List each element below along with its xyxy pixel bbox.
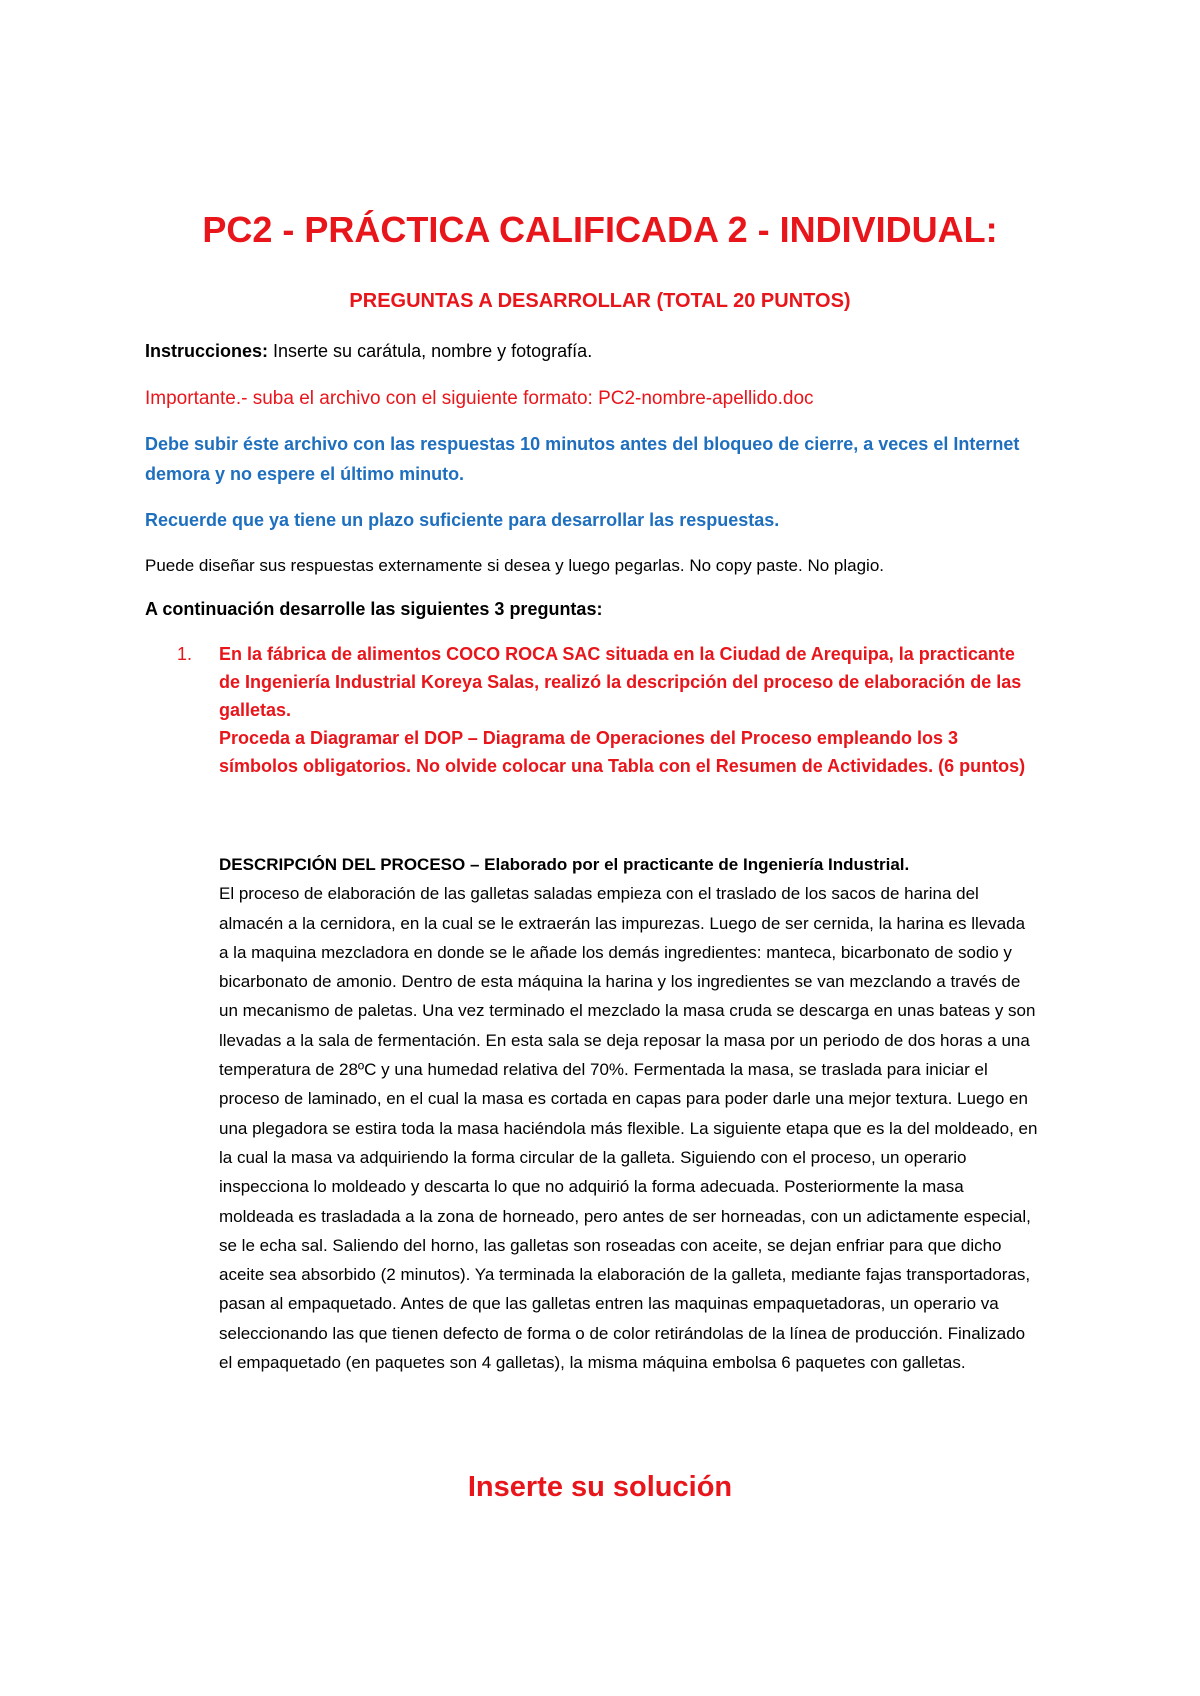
page-subtitle: PREGUNTAS A DESARROLLAR (TOTAL 20 PUNTOS): [349, 290, 851, 312]
process-description: [219, 850, 1039, 1377]
question-item: [177, 640, 1037, 780]
important-notice: Importante.- suba el archivo con el siguiente formato: PC2-nombre-apellido.doc: [145, 388, 814, 409]
instructions-line: [145, 336, 1045, 366]
design-note: Puede diseñar sus respuestas externamente si desea y luego pegarlas. No copy paste. No plagio.: [145, 556, 885, 575]
question-body: [219, 640, 1037, 780]
solution-prompt: Inserte su solución: [467, 1471, 733, 1503]
upload-notice: Debe subir éste archivo con las respuestas 10 minutos antes del bloqueo de cierre, a veces el Internet demora y no espere el último minuto.: [145, 434, 1020, 484]
page-title: PC2 - PRÁCTICA CALIFICADA 2 - INDIVIDUAL:: [202, 209, 998, 250]
questions-intro: A continuación desarrolle las siguientes 3 preguntas:: [145, 599, 603, 619]
question-statement: En la fábrica de alimentos COCO ROCA SAC situada en la Ciudad de Arequipa, la practicante de Ingeniería Industrial Koreya Salas, realizó la descripción del proceso de elaboración de las galletas.: [219, 644, 1022, 720]
process-description-text: El proceso de elaboración de las galletas saladas empieza con el traslado de los sacos de harina del almacén a la cernidora, en la cual se le extraerán las impurezas. Luego de ser cernida, la harina es llevada a la maquina mezcladora en donde se le añade los demás ingredientes: manteca, bicarbonato de sodio y bicarbonato de amonio. Dentro de esta máquina la harina y los ingredientes se van mezclando a través de un mecanismo de paletas. Una vez terminado el mezclado la masa cruda se descarga en unas bateas y son llevadas a la sala de fermentación. En esta sala se deja reposar la masa por un periodo de dos horas a una temperatura de 28ºC y una humedad relativa del 70%. Fermentada la masa, se traslada para iniciar el proceso de laminado, en el cual la masa es cortada en capas para poder darle una mejor textura. Luego en una plegadora se estira toda la masa haciéndola más flexible. La siguiente etapa que es la del moldeado, en la cual la masa va adquiriendo la forma circular de la galleta. Siguiendo con el proceso, un operario inspecciona lo moldeado y descarta lo que no adquirió la forma adecuada. Posteriormente la masa moldeada es trasladada a la zona de horneado, pero antes de ser horneadas, con un adictamente especial, se le echa sal. Saliendo del horno, las galletas son roseadas con aceite, se dejan enfriar para que dicho aceite sea absorbido (2 minutos). Ya terminada la elaboración de la galleta, mediante fajas transportadoras, pasan al empaquetado. Antes de que las galletas entren las maquinas empaquetadoras, un operario va seleccionando las que tienen defecto de forma o de color retirándolas de la línea de producción. Finalizado el empaquetado (en paquetes son 4 galletas), la misma máquina embolsa 6 paquetes con galletas.: [219, 884, 1038, 1373]
question-number: 1.: [177, 644, 193, 664]
instructions-label: Instrucciones:: [145, 341, 269, 361]
instructions-text: Inserte su carátula, nombre y fotografía.: [268, 341, 593, 361]
time-notice: Recuerde que ya tiene un plazo suficiente para desarrollar las respuestas.: [145, 510, 780, 530]
process-description-heading: DESCRIPCIÓN DEL PROCESO – Elaborado por el practicante de Ingeniería Industrial.: [219, 855, 910, 874]
question-task: Proceda a Diagramar el DOP – Diagrama de Operaciones del Proceso empleando los 3 símbolos obligatorios. No olvide colocar una Tabla con el Resumen de Actividades. (6 puntos): [219, 728, 1026, 776]
